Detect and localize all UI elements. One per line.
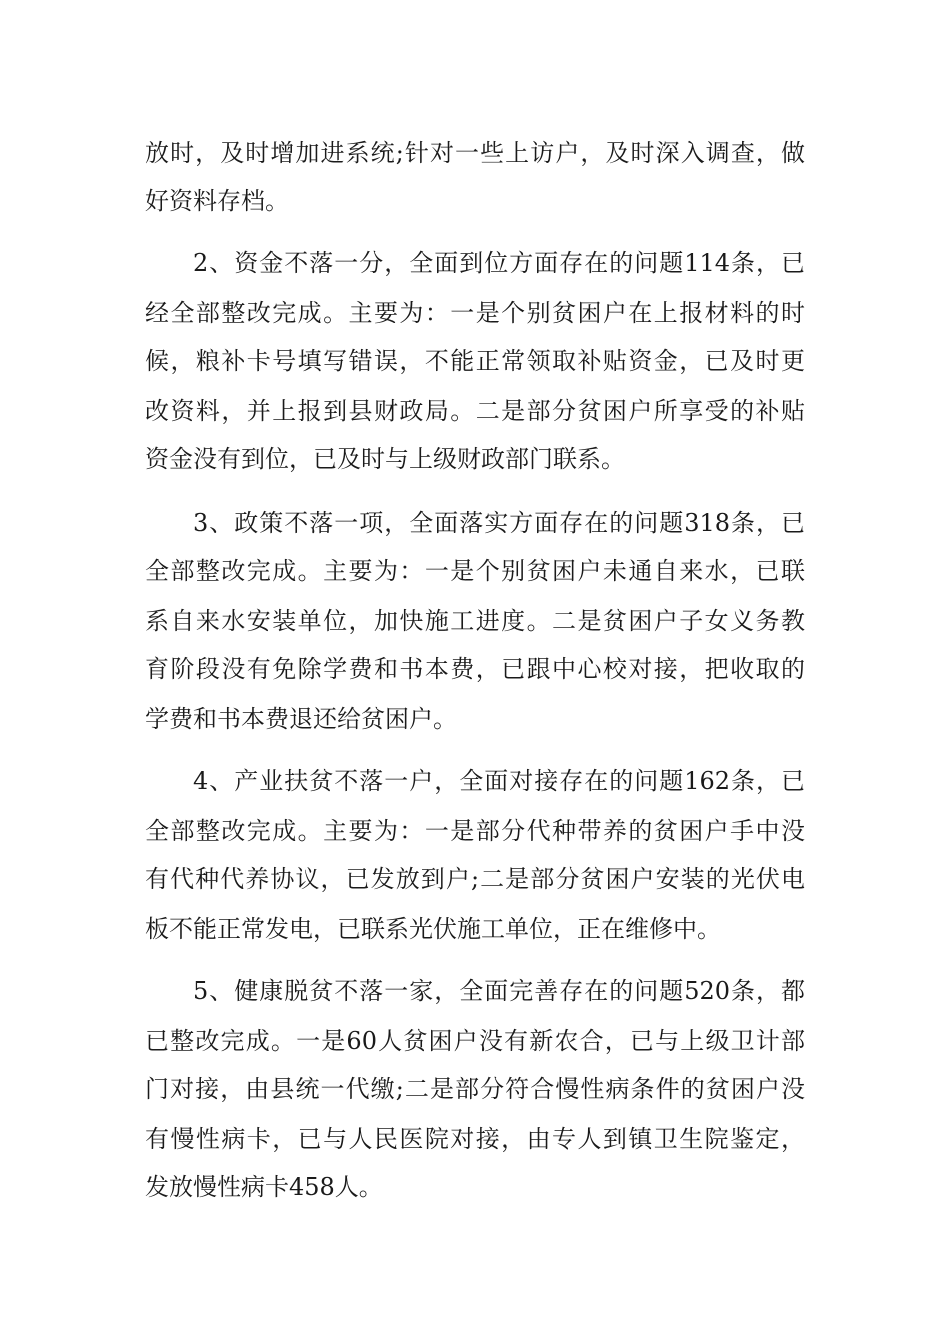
- paragraph-line: 3、政策不落一项，全面落实方面存在的问题318条，已: [193, 509, 805, 537]
- paragraph-line: 系自来水安装单位，加快施工进度。二是贫困户子女义务教: [145, 607, 805, 635]
- paragraph-line: 5、健康脱贫不落一家，全面完善存在的问题520条，都: [193, 977, 805, 1005]
- paragraph-line: 有慢性病卡，已与人民医院对接，由专人到镇卫生院鉴定，: [145, 1125, 805, 1153]
- paragraph-line: 育阶段没有免除学费和书本费，已跟中心校对接，把收取的: [145, 655, 805, 683]
- paragraph-line: 好资料存档。: [145, 187, 289, 215]
- paragraph-line: 候，粮补卡号填写错误，不能正常领取补贴资金，已及时更: [145, 347, 805, 375]
- paragraph-line: 2、资金不落一分，全面到位方面存在的问题114条，已: [193, 249, 805, 277]
- paragraph-line: 全部整改完成。主要为：一是个别贫困户未通自来水，已联: [145, 557, 805, 585]
- paragraph-line: 4、产业扶贫不落一户，全面对接存在的问题162条，已: [193, 767, 805, 795]
- paragraph-line: 发放慢性病卡458人。: [145, 1173, 383, 1201]
- paragraph-line: 经全部整改完成。主要为：一是个别贫困户在上报材料的时: [145, 299, 805, 327]
- paragraph-line: 资金没有到位，已及时与上级财政部门联系。: [145, 445, 625, 473]
- paragraph-line: 有代种代养协议，已发放到户;二是部分贫困户安装的光伏电: [145, 865, 805, 893]
- paragraph-line: 板不能正常发电，已联系光伏施工单位，正在维修中。: [145, 915, 721, 943]
- paragraph-line: 改资料，并上报到县财政局。二是部分贫困户所享受的补贴: [145, 397, 805, 425]
- paragraph-line: 门对接，由县统一代缴;二是部分符合慢性病条件的贫困户没: [145, 1075, 805, 1103]
- paragraph-line: 学费和书本费退还给贫困户。: [145, 705, 457, 733]
- paragraph-line: 放时，及时增加进系统;针对一些上访户，及时深入调查，做: [145, 139, 805, 167]
- paragraph-line: 已整改完成。一是60人贫困户没有新农合，已与上级卫计部: [145, 1027, 805, 1055]
- paragraph-line: 全部整改完成。主要为：一是部分代种带养的贫困户手中没: [145, 817, 805, 845]
